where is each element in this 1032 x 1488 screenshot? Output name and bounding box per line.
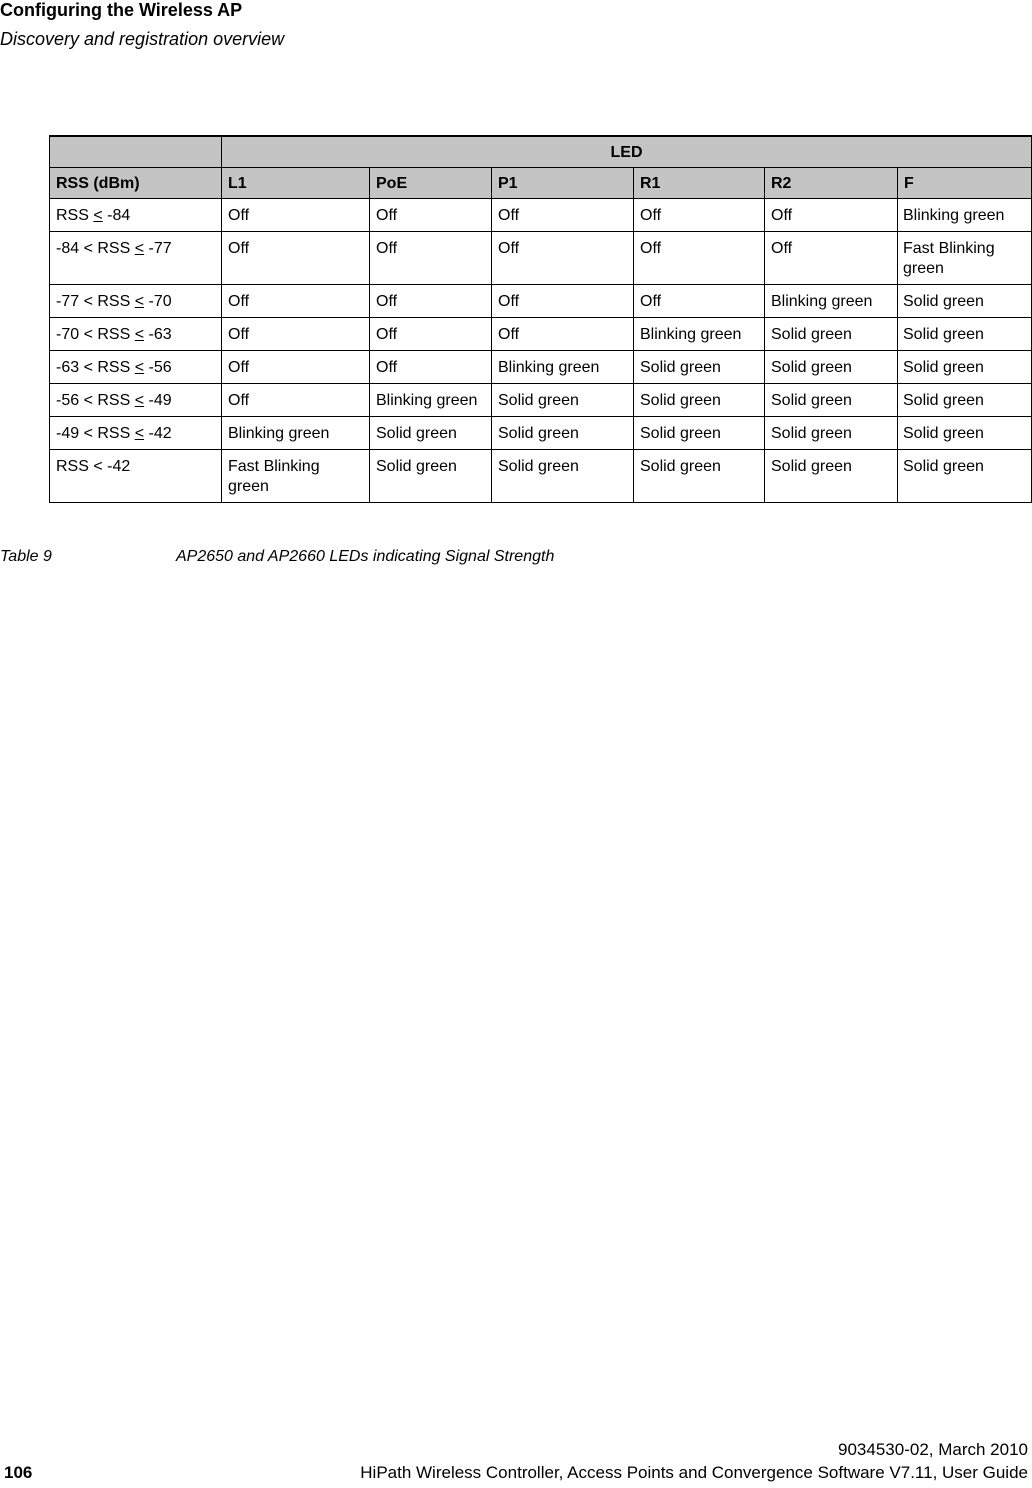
rss-range-operator: <: [93, 207, 103, 224]
led-state-cell: Off: [222, 384, 370, 417]
footer-page-number: 106: [4, 1463, 33, 1482]
rss-range-prefix: -63 < RSS: [56, 359, 135, 376]
rss-range-operator: <: [134, 359, 145, 376]
led-state-cell: Solid green: [765, 450, 898, 503]
rss-range-suffix: -84: [102, 207, 131, 224]
led-state-cell: Off: [222, 318, 370, 351]
column-header-f: F: [898, 168, 1032, 199]
led-group-header: LED: [222, 136, 1032, 168]
led-state-cell: Off: [222, 285, 370, 318]
rss-range-suffix: -56: [144, 359, 172, 376]
led-state-cell: Blinking green: [765, 285, 898, 318]
led-state-cell: Solid green: [898, 351, 1032, 384]
led-state-cell: Solid green: [492, 450, 634, 503]
led-state-cell: Solid green: [765, 417, 898, 450]
led-state-cell: Off: [765, 199, 898, 232]
led-state-cell: Solid green: [765, 384, 898, 417]
table-row: [50, 351, 1032, 384]
led-state-cell: Solid green: [898, 417, 1032, 450]
rss-range-operator: <: [134, 240, 145, 257]
led-state-cell: Solid green: [898, 384, 1032, 417]
led-state-cell: Off: [222, 351, 370, 384]
rss-range-prefix: -70 < RSS: [56, 326, 135, 343]
led-state-cell: Off: [370, 232, 492, 285]
led-state-cell: Solid green: [634, 450, 765, 503]
table-row: [50, 384, 1032, 417]
led-state-cell: Off: [492, 199, 634, 232]
led-state-cell: Off: [222, 232, 370, 285]
rss-range-prefix: -49 < RSS: [56, 425, 135, 442]
rss-range-operator: <: [134, 326, 145, 343]
rss-range-cell: [50, 232, 222, 285]
table-row: [50, 417, 1032, 450]
led-state-cell: Solid green: [898, 450, 1032, 503]
led-state-cell: Solid green: [898, 318, 1032, 351]
rss-range-suffix: -70: [144, 293, 172, 310]
section-subtitle: Discovery and registration overview: [0, 29, 285, 49]
column-header-r2: R2: [765, 168, 898, 199]
led-state-cell: Off: [370, 318, 492, 351]
rss-range-prefix: RSS: [56, 207, 94, 224]
rss-range-suffix: -49: [144, 392, 172, 409]
footer-guide-title: HiPath Wireless Controller, Access Points and Convergence Software V7.11, User Guide: [360, 1463, 1028, 1482]
led-state-cell: Off: [370, 351, 492, 384]
led-state-cell: Solid green: [634, 417, 765, 450]
led-state-cell: Solid green: [492, 417, 634, 450]
rss-range-operator: <: [134, 425, 145, 442]
led-state-cell: Blinking green: [370, 384, 492, 417]
rss-range-cell: [50, 285, 222, 318]
led-state-cell: Solid green: [634, 351, 765, 384]
table-row: [50, 318, 1032, 351]
led-state-cell: Solid green: [765, 318, 898, 351]
rss-range-cell: [50, 318, 222, 351]
column-header-l1: L1: [222, 168, 370, 199]
rss-range-suffix: -42: [144, 425, 172, 442]
led-state-cell: Blinking green: [898, 199, 1032, 232]
rss-range-operator: <: [134, 293, 145, 310]
led-state-cell: Fast Blinking green: [222, 450, 370, 503]
led-state-cell: Solid green: [634, 384, 765, 417]
rss-range-suffix: -63: [144, 326, 172, 343]
column-header-p1: P1: [492, 168, 634, 199]
table-caption-text: AP2650 and AP2660 LEDs indicating Signal Strength: [176, 548, 555, 565]
led-state-cell: Off: [370, 199, 492, 232]
rss-range-prefix: -77 < RSS: [56, 293, 135, 310]
led-state-cell: Off: [492, 232, 634, 285]
led-state-cell: Off: [222, 199, 370, 232]
led-state-cell: Off: [765, 232, 898, 285]
table-row: [50, 450, 1032, 503]
rss-range-cell: [50, 450, 222, 503]
column-header-rss: RSS (dBm): [50, 168, 222, 199]
led-state-cell: Off: [634, 232, 765, 285]
led-state-cell: Off: [634, 285, 765, 318]
rss-range-cell: [50, 199, 222, 232]
led-state-cell: Blinking green: [634, 318, 765, 351]
column-header-r1: R1: [634, 168, 765, 199]
led-state-cell: Blinking green: [222, 417, 370, 450]
table-caption-number: Table 9: [0, 548, 52, 565]
led-state-cell: Off: [370, 285, 492, 318]
table-row: [50, 199, 1032, 232]
header-empty-cell: [50, 136, 222, 168]
footer-doc-id: 9034530-02, March 2010: [838, 1440, 1028, 1459]
table-row: [50, 285, 1032, 318]
rss-range-cell: [50, 417, 222, 450]
led-state-cell: Solid green: [765, 351, 898, 384]
rss-range-cell: [50, 384, 222, 417]
rss-range-prefix: RSS < -42: [56, 458, 131, 475]
led-state-cell: Solid green: [370, 450, 492, 503]
rss-range-cell: [50, 351, 222, 384]
table-row: [50, 232, 1032, 285]
led-state-cell: Blinking green: [492, 351, 634, 384]
column-header-poe: PoE: [370, 168, 492, 199]
rss-range-prefix: -56 < RSS: [56, 392, 135, 409]
led-signal-table: [49, 135, 1032, 503]
led-state-cell: Off: [492, 285, 634, 318]
led-state-cell: Off: [492, 318, 634, 351]
led-state-cell: Off: [634, 199, 765, 232]
led-state-cell: Fast Blinking green: [898, 232, 1032, 285]
section-title: Configuring the Wireless AP: [0, 0, 243, 20]
rss-range-operator: <: [134, 392, 145, 409]
led-state-cell: Solid green: [492, 384, 634, 417]
led-state-cell: Solid green: [898, 285, 1032, 318]
rss-range-prefix: -84 < RSS: [56, 240, 135, 257]
led-state-cell: Solid green: [370, 417, 492, 450]
rss-range-suffix: -77: [144, 240, 172, 257]
